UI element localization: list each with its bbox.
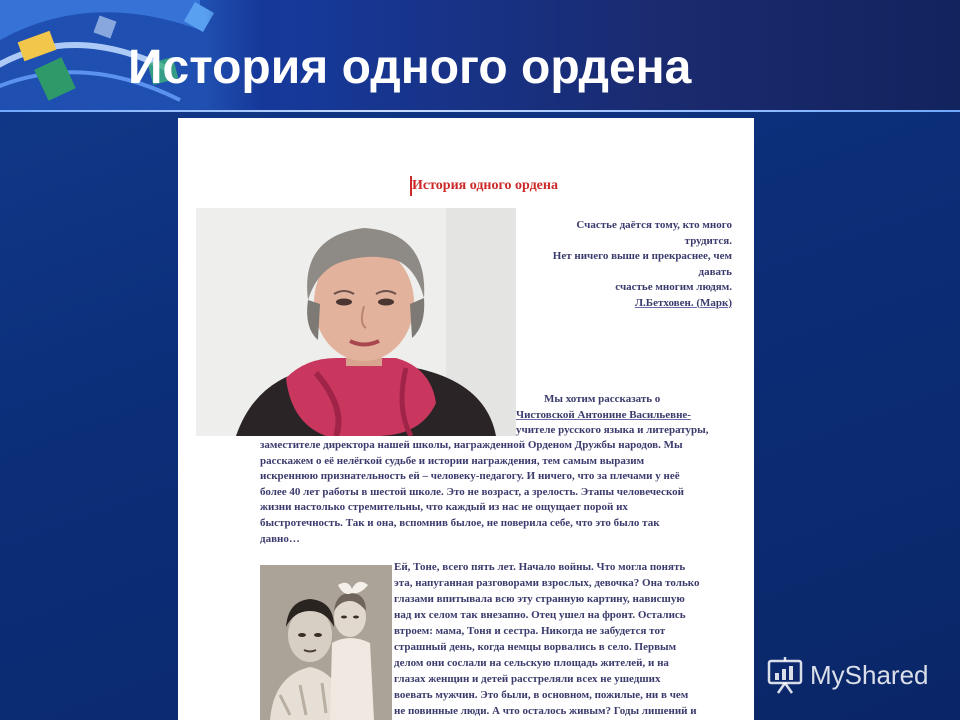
text-line: не повинные люди. А что осталось живым? Годы лишений и (394, 705, 697, 717)
text-line: Ей, Тоне, всего пять лет. Начало войны. Что могла понять (394, 561, 686, 573)
text-line: расскажем о её нелёгкой судьбе и истории награждения, тем самым выразим (260, 454, 645, 467)
paragraph-war-story (394, 559, 744, 719)
title-banner (0, 0, 960, 112)
text-line: быстротечность. Так и она, вспомнив былое, не поверила себе, что это было так (260, 516, 660, 529)
text-line: искреннюю признательность ей – человеку-педагогу. И ничего, что за плечами у неё (260, 470, 680, 483)
paragraph-intro (516, 392, 746, 439)
text-line: давно… (260, 532, 300, 545)
text-line: делом они сослали на сельскую площадь жителей, и на (394, 657, 669, 669)
epigraph-line: Счастье даётся тому, кто много (576, 219, 732, 231)
document-page (178, 118, 754, 720)
text-line: учителе русского языка и литературы, (516, 424, 709, 436)
document-heading: История одного ордена (412, 178, 558, 193)
text-line: Чистовской Антонине Васильевне- (516, 408, 691, 421)
text-line: Мы хотим рассказать о (544, 393, 661, 405)
text-line: заместителе директора нашей школы, награжденной Орденом Дружбы народов. Мы (260, 439, 683, 451)
slide-title: История одного ордена (128, 41, 692, 94)
epigraph-line: давать (698, 265, 732, 278)
presentation-board-icon (766, 656, 804, 696)
portrait-photo (196, 208, 516, 436)
epigraph-line: счастье многим людям. (615, 281, 732, 293)
text-line: над их селом так внезапно. Отец ушел на фронт. Остались (394, 609, 686, 621)
myshared-watermark (766, 654, 946, 698)
text-line: глазами впитывала всю эту странную картину, нависшую (394, 593, 685, 605)
banner-divider (0, 110, 960, 112)
text-line: эта, напуганная разговорами взрослых, девочка? Она только (394, 577, 700, 589)
paragraph-body (260, 438, 740, 547)
watermark-text: MyShared (810, 660, 929, 690)
epigraph-line: трудится. (684, 234, 732, 247)
epigraph (502, 218, 732, 311)
epigraph-line: Нет ничего выше и прекраснее, чем (552, 250, 732, 262)
epigraph-line: Л.Бетховен. (Марк) (634, 296, 732, 309)
text-line: воевать мужчин. Это были, в основном, пожилые, ни в чем (394, 689, 689, 701)
old-family-photo (260, 565, 392, 720)
text-line: жизни настолько стремительны, что каждый из нас не ощущает порой их (260, 501, 628, 514)
text-line: втроем: мама, Тоня и сестра. Никогда не забудется тот (394, 625, 666, 637)
text-line: страшный день, когда немцы ворвались в село. Первым (394, 641, 677, 653)
text-line: более 40 лет работы в шестой школе. Это не возраст, а зрелость. Этапы человеческой (260, 485, 684, 498)
text-line: глазах женщин и детей расстреляли всех не ушедших (394, 673, 661, 685)
